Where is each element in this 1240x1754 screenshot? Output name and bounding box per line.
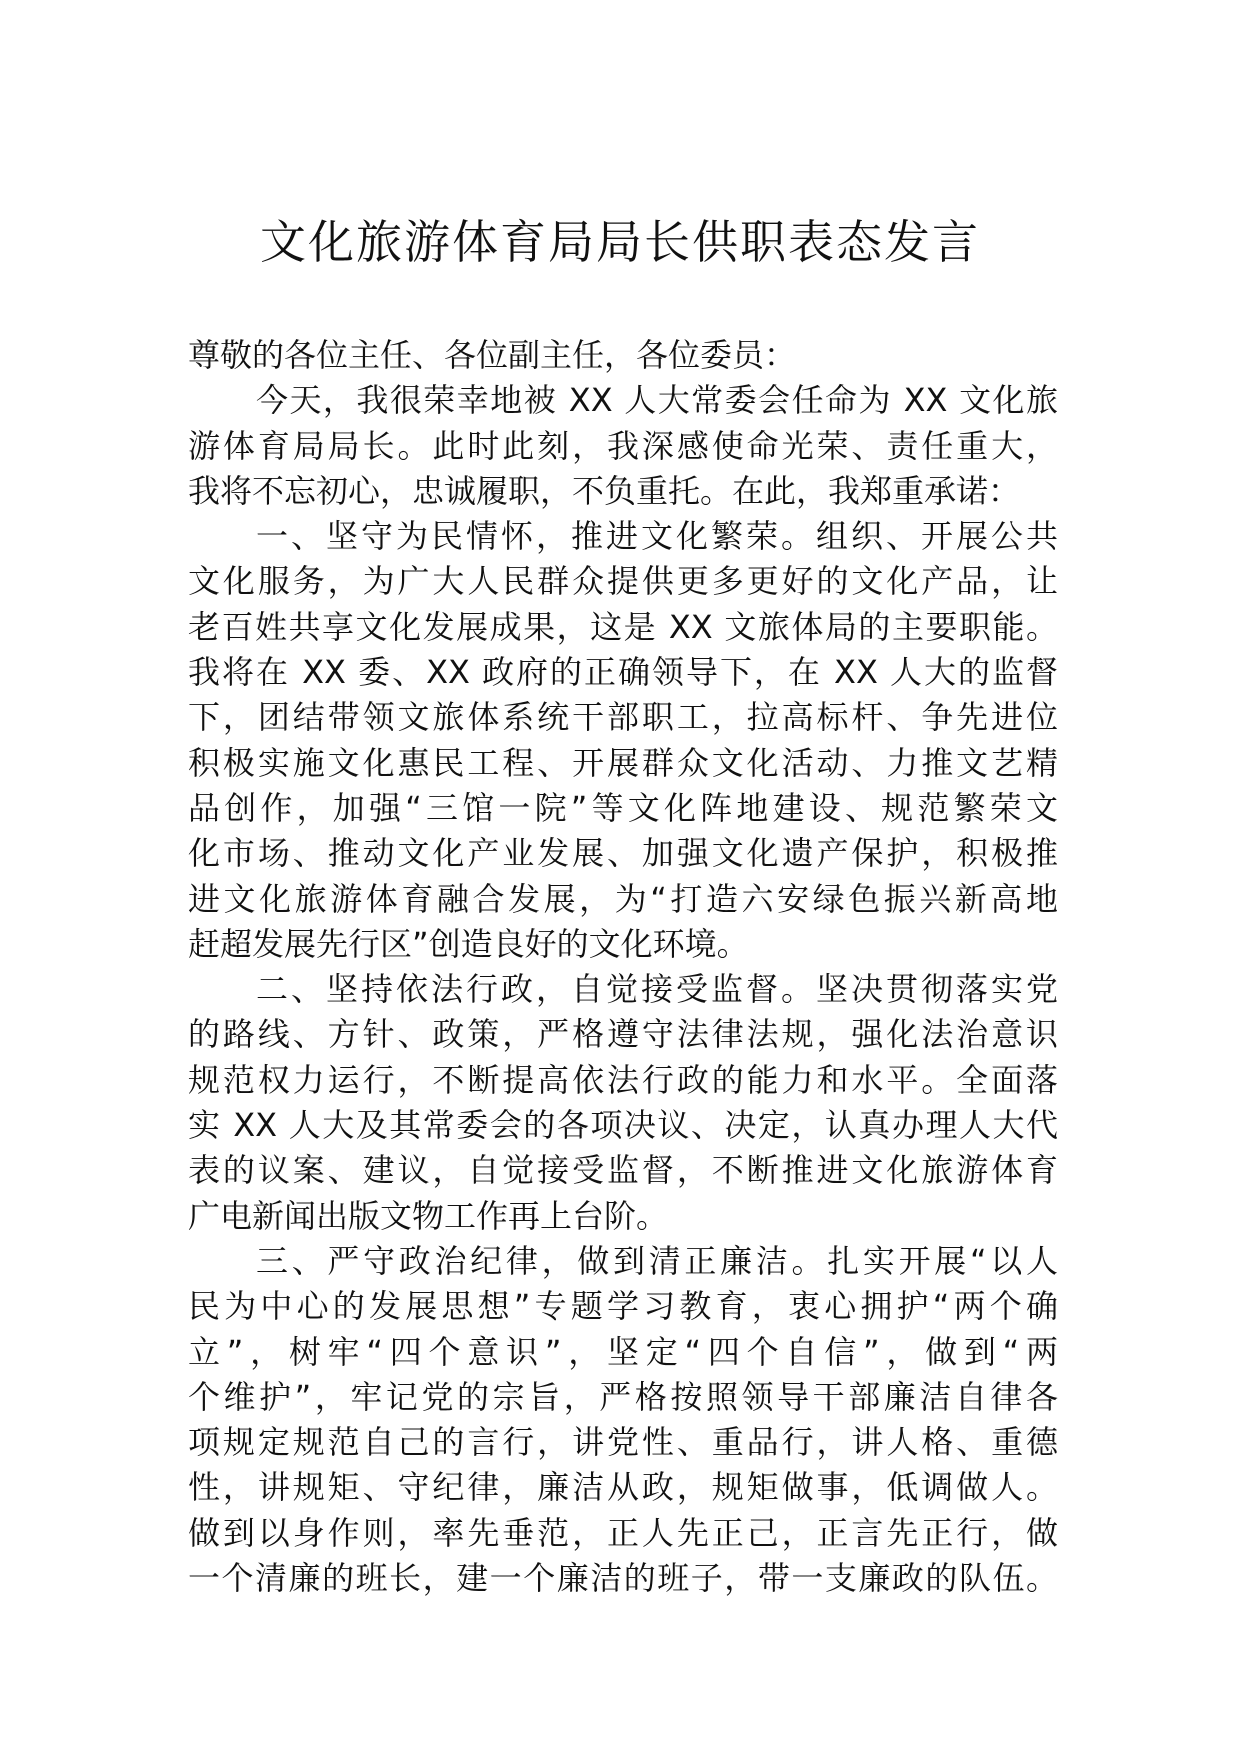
- text-line: 赶超发展先行区”创造良好的文化环境。: [188, 924, 749, 963]
- text-line: 性，讲规矩、守纪律，廉洁从政，规矩做事，低调做人。: [188, 1468, 1058, 1507]
- document-title: 文化旅游体育局局长供职表态发言: [260, 215, 980, 269]
- text-line: 规范权力运行，不断提高依法行政的能力和水平。全面落: [188, 1060, 1058, 1099]
- text-line: 项规定规范自己的言行，讲党性、重品行，讲人格、重德: [188, 1423, 1058, 1462]
- text-line: 化市场、推动文化产业发展、加强文化遗产保护，积极推: [188, 834, 1058, 873]
- text-line: 个维护”，牢记党的宗旨，严格按照领导干部廉洁自律各: [188, 1377, 1058, 1416]
- text-line: 下，团结带领文旅体系统干部职工，拉高标杆、争先进位: [188, 698, 1058, 737]
- text-line: 表的议案、建议，自觉接受监督，不断推进文化旅游体育: [188, 1151, 1058, 1190]
- text-line: 一、坚守为民情怀，推进文化繁荣。组织、开展公共: [256, 517, 1058, 556]
- document-body: [188, 333, 1058, 1601]
- text-line: 民为中心的发展思想”专题学习教育，衷心拥护“两个确: [188, 1287, 1058, 1326]
- text-line: 做到以身作则，率先垂范，正人先正己，正言先正行，做: [188, 1513, 1058, 1552]
- text-line: 游体育局局长。此时此刻，我深感使命光荣、责任重大，: [188, 426, 1058, 465]
- text-line: 一个清廉的班长，建一个廉洁的班子，带一支廉政的队伍。: [188, 1559, 1058, 1598]
- text-line: 品创作，加强“三馆一院”等文化阵地建设、规范繁荣文: [188, 788, 1058, 827]
- text-line: 立”，树牢“四个意识”，坚定“四个自信”，做到“两: [188, 1332, 1058, 1371]
- text-line: 积极实施文化惠民工程、开展群众文化活动、力推文艺精: [188, 743, 1058, 782]
- text-line: 三、严守政治纪律，做到清正廉洁。扎实开展“以人: [256, 1241, 1058, 1280]
- text-line: 的路线、方针、政策，严格遵守法律法规，强化法治意识: [188, 1015, 1058, 1054]
- text-line: 今天，我很荣幸地被 XX 人大常委会任命为 XX 文化旅: [256, 381, 1058, 420]
- text-line: 广电新闻出版文物工作再上台阶。: [188, 1196, 669, 1235]
- text-line: 尊敬的各位主任、各位副主任，各位委员：: [188, 336, 797, 374]
- text-line: 我将在 XX 委、XX 政府的正确领导下，在 XX 人大的监督: [188, 653, 1058, 692]
- text-line: 二、坚持依法行政，自觉接受监督。坚决贯彻落实党: [256, 970, 1058, 1009]
- text-line: 进文化旅游体育融合发展，为“打造六安绿色振兴新高地: [188, 879, 1058, 918]
- text-line: 实 XX 人大及其常委会的各项决议、决定，认真办理人大代: [188, 1106, 1058, 1145]
- text-line: 我将不忘初心，忠诚履职，不负重托。在此，我郑重承诺：: [188, 471, 1021, 510]
- text-line: 文化服务，为广大人民群众提供更多更好的文化产品，让: [188, 562, 1058, 601]
- text-line: 老百姓共享文化发展成果，这是 XX 文旅体局的主要职能。: [188, 607, 1058, 646]
